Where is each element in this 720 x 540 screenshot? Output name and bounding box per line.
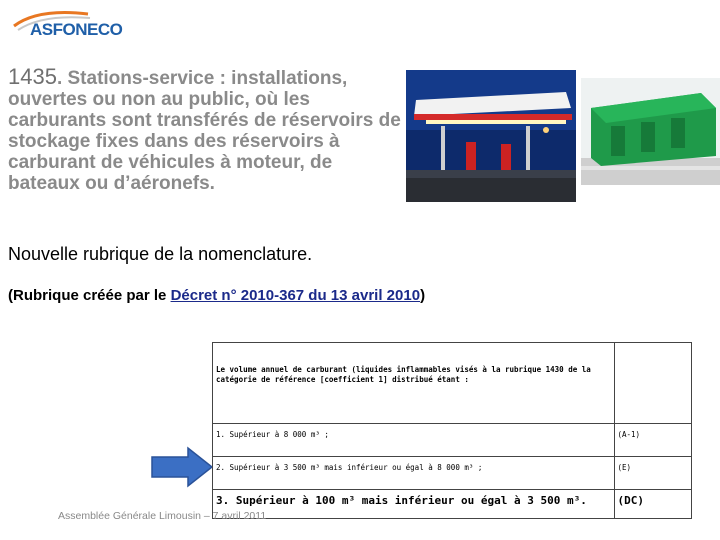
table-row	[213, 343, 692, 424]
rubric-title: . Stations-service : installations, ouvertes ou non au public, où les carburants sont transférés de réservoirs de stockage fixes dans des réservoirs à carburant de véhicules à moteur, de bateaux ou d’aéronefs.	[8, 68, 401, 194]
row-threshold: 1. Supérieur à 8 000 m³ ;	[213, 424, 615, 457]
table-row	[213, 424, 692, 457]
table-header-side	[614, 343, 692, 424]
row-threshold: 3. Supérieur à 100 m³ mais inférieur ou égal à 3 500 m³.	[213, 490, 615, 519]
gas-station-photo	[406, 70, 576, 202]
arrow-right-icon	[150, 446, 214, 488]
creation-prefix: (Rubrique créée par le	[8, 287, 171, 304]
creation-suffix: )	[420, 287, 426, 304]
creation-note	[8, 287, 425, 304]
logo-text: ASFONECO	[30, 20, 123, 39]
new-rubric-text: Nouvelle rubrique de la nomenclature.	[8, 244, 313, 264]
rubric-heading	[8, 66, 403, 194]
row-regime: (E)	[614, 457, 692, 490]
table-row	[213, 457, 692, 490]
rubric-number: 1435	[8, 64, 57, 89]
logo	[8, 8, 123, 48]
row-regime: (A-1)	[614, 424, 692, 457]
classification-table	[212, 342, 692, 519]
row-regime: (DC)	[614, 490, 692, 519]
row-threshold: 2. Supérieur à 3 500 m³ mais inférieur ou égal à 8 000 m³ ;	[213, 457, 615, 490]
table-header-cell: Le volume annuel de carburant (liquides inflammables visés à la rubrique 1430 de la catégorie de référence [coefficient 1] distribué étant :	[213, 343, 615, 424]
footer-text: Assemblée Générale Limousin – 7 avril 2011	[58, 510, 267, 522]
decree-link[interactable]: Décret n° 2010-367 du 13 avril 2010	[170, 287, 421, 304]
fuel-tank-photo	[581, 78, 720, 185]
table-row	[213, 490, 692, 519]
